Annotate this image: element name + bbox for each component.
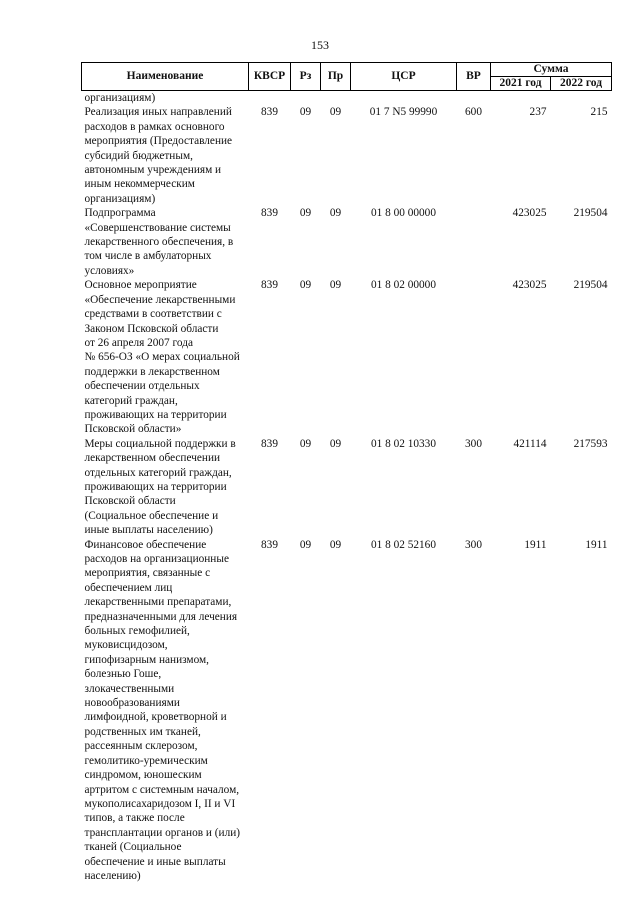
- row-name-text: Меры социальной поддержки в лекарственном обеспечении отдельных категорий граждан, проживающих на территории Псковской области (Социальное обеспечение и иные выплаты населению): [84, 437, 236, 537]
- row-amount-2022: [551, 538, 612, 884]
- row-vr: [457, 437, 491, 538]
- table-body: [82, 91, 612, 884]
- row-csr: [351, 278, 457, 436]
- row-name: [82, 538, 249, 884]
- row-amount-2022: [551, 278, 612, 436]
- row-amount-2021: [491, 206, 551, 278]
- row-amount-2021-text: 237: [529, 106, 547, 119]
- row-rz-text: 09: [299, 207, 312, 220]
- row-rz-text: 09: [299, 538, 312, 551]
- header-sum: Сумма: [491, 63, 612, 77]
- row-pr: [321, 437, 351, 538]
- row-kvsr-text: 839: [261, 538, 278, 551]
- header-year-2022: 2022 год: [551, 77, 612, 91]
- table-row: [82, 91, 612, 106]
- row-amount-2021-text: 423025: [512, 207, 547, 220]
- row-vr-text: 300: [465, 538, 482, 551]
- row-amount-2021: [491, 91, 551, 106]
- row-name-text: Финансовое обеспечение расходов на организационные мероприятия, связанные с обеспечением лиц лекарственными препаратами, предназначенными для лечения больных гемофилией, муковисцидозом, гипофизарным нанизмом, болезнью Гоше, злокачественными новообразованиями лимфоидной, кроветворной и родственных им тканей, рассеянным склерозом, гемолитико-уремическим синдромом, юношеским артритом с системным началом, мукополисахаридозом I, II и VI типов, а также после трансплантации органов и (или) тканей (Социальное обеспечение и иные выплаты населению): [84, 538, 241, 882]
- row-rz: [291, 278, 321, 436]
- row-rz: [291, 105, 321, 206]
- row-vr: [457, 278, 491, 436]
- page-number: 153: [311, 38, 329, 52]
- row-name: [82, 437, 249, 538]
- table-row: [82, 278, 612, 436]
- row-csr: [351, 105, 457, 206]
- table-row: [82, 437, 612, 538]
- header-csr: ЦСР: [351, 63, 457, 91]
- header-year-2021: 2021 год: [491, 77, 551, 91]
- row-rz-text: 09: [299, 106, 312, 119]
- row-amount-2021: [491, 278, 551, 436]
- row-name: [82, 278, 249, 436]
- header-pr: Пр: [321, 63, 351, 91]
- row-name-text: Реализация иных направлений расходов в рамках основного мероприятия (Предоставление субсидий бюджетным, автономным учреждениям и иным некоммерческим организациям): [84, 106, 233, 205]
- row-vr: [457, 538, 491, 884]
- row-name: [82, 206, 249, 278]
- row-amount-2021-text: 1911: [524, 538, 547, 551]
- row-vr: [457, 206, 491, 278]
- row-vr-text: 300: [465, 437, 482, 450]
- header-rz: Рз: [291, 63, 321, 91]
- row-amount-2022-text: 217593: [573, 437, 608, 450]
- row-name-text: Основное мероприятие «Обеспечение лекарственными средствами в соответствии с Законом Псковской области от 26 апреля 2007 года № 656-ОЗ «О мерах социальной поддержки в лекарственном обеспечении отдельных категорий граждан, проживающих на территории Псковской области»: [84, 279, 240, 436]
- row-csr-text: 01 8 00 00000: [371, 207, 436, 220]
- row-pr-text: 09: [329, 538, 342, 551]
- row-vr-text: 600: [465, 106, 482, 119]
- row-rz: [291, 538, 321, 884]
- header-kvsr: КВСР: [249, 63, 291, 91]
- row-pr-text: 09: [329, 437, 342, 450]
- table-row: [82, 206, 612, 278]
- row-kvsr: [249, 105, 291, 206]
- row-amount-2021: [491, 538, 551, 884]
- row-csr-text: 01 8 02 00000: [371, 279, 436, 292]
- row-rz: [291, 437, 321, 538]
- row-amount-2022: [551, 206, 612, 278]
- row-kvsr-text: 839: [261, 279, 278, 292]
- row-csr-text: 01 8 02 52160: [371, 538, 436, 551]
- row-name: [82, 105, 249, 206]
- row-amount-2021: [491, 437, 551, 538]
- row-kvsr: [249, 206, 291, 278]
- row-pr: [321, 278, 351, 436]
- row-rz: [291, 206, 321, 278]
- row-name: [82, 91, 249, 106]
- row-pr: [321, 105, 351, 206]
- row-rz-text: 09: [299, 279, 312, 292]
- header-name: Наименование: [82, 63, 249, 91]
- row-pr: [321, 206, 351, 278]
- row-vr: [457, 105, 491, 206]
- row-kvsr: [249, 437, 291, 538]
- row-amount-2021-text: 423025: [512, 279, 547, 292]
- row-pr-text: 09: [329, 279, 342, 292]
- row-amount-2022: [551, 91, 612, 106]
- table-row: [82, 105, 612, 206]
- row-amount-2022: [551, 437, 612, 538]
- row-rz: [291, 91, 321, 106]
- row-amount-2021-text: 421114: [513, 437, 547, 450]
- row-kvsr: [249, 538, 291, 884]
- row-csr: [351, 538, 457, 884]
- row-name-text: Подпрограмма «Совершенствование системы лекарственного обеспечения, в том числе в амбулаторных условиях»: [84, 207, 234, 277]
- row-pr-text: 09: [329, 106, 342, 119]
- row-amount-2022-text: 219504: [573, 207, 608, 220]
- row-amount-2021: [491, 105, 551, 206]
- row-amount-2022-text: 1911: [585, 538, 608, 551]
- row-kvsr-text: 839: [261, 106, 278, 119]
- row-kvsr-text: 839: [261, 437, 278, 450]
- row-csr-text: 01 7 N5 99990: [369, 106, 438, 119]
- row-name-text: организациям): [84, 92, 156, 104]
- row-pr-text: 09: [329, 207, 342, 220]
- row-amount-2022-text: 219504: [573, 279, 608, 292]
- row-kvsr: [249, 91, 291, 106]
- row-csr: [351, 91, 457, 106]
- table-header: [82, 63, 612, 91]
- header-vr: ВР: [457, 63, 491, 91]
- row-csr: [351, 206, 457, 278]
- row-csr: [351, 437, 457, 538]
- row-pr: [321, 538, 351, 884]
- row-csr-text: 01 8 02 10330: [371, 437, 436, 450]
- table-row: [82, 538, 612, 884]
- row-kvsr-text: 839: [261, 207, 278, 220]
- row-kvsr: [249, 278, 291, 436]
- row-rz-text: 09: [299, 437, 312, 450]
- budget-table: [81, 62, 612, 883]
- row-amount-2022-text: 215: [590, 106, 608, 119]
- row-pr: [321, 91, 351, 106]
- row-vr: [457, 91, 491, 106]
- row-amount-2022: [551, 105, 612, 206]
